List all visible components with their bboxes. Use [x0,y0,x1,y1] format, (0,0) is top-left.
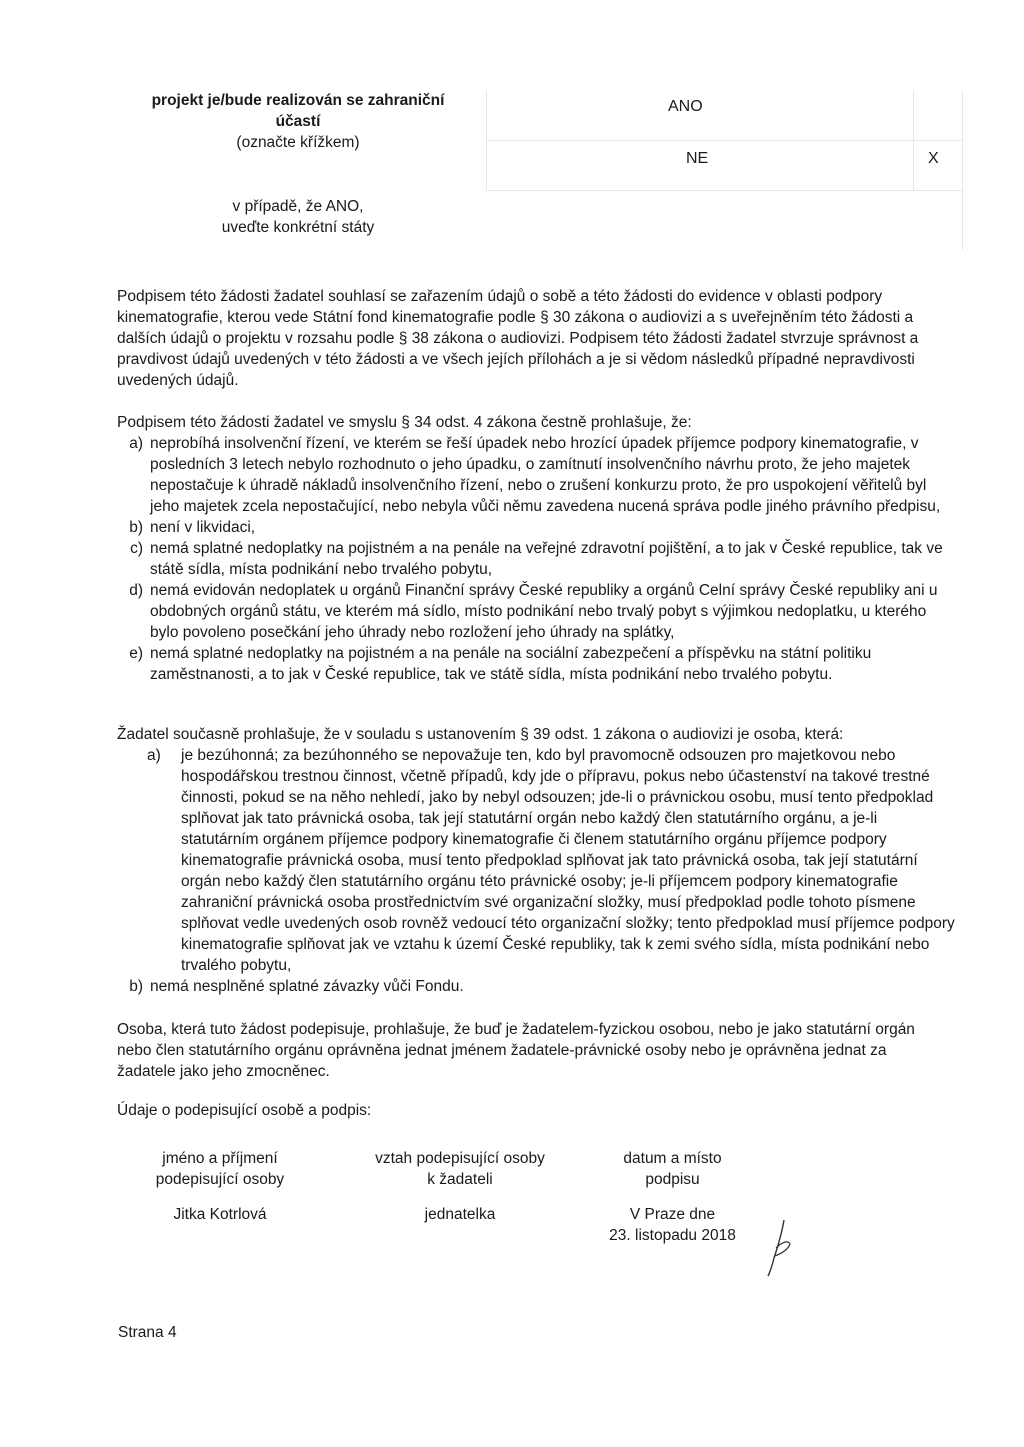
countries-question [108,196,488,238]
declaration-34-item: e) nemá splatné nedoplatky na pojistném a na penále na sociální zabezpečení a příspěvku na státní politiku zaměstnanosti, a to jak v České republice, tak ve státě sídla, místa podnikání nebo trvalého pobytu. [129,645,872,683]
option-no-label: NE [686,150,709,167]
declaration-39-item: a) je bezúhonná; za bezúhonného se nepovažuje ten, kdo byl pravomocně odsouzen pro majetkovou nebo hospodářskou trestnou činnost, včetně případů, kdy jde o přípravu, pokus nebo účastenství na takové trestné činnosti, pokud se na něho nehledí, jako by nebyl odsouzen; jde-li o právnickou osobu, musí tento předpoklad splňovat jak tato právnická osoba, tak její statutární orgán nebo každý člen statutárního orgánu, a je-li statutárním orgánem příjemce podpory kinematografie či členem statutárního orgánu příjemce podpory kinematografie právnická osoba, musí tento předpoklad splňovat jak tato právnická osoba, tak její statutární orgán nebo každý člen statutárního orgánu této právnické osoby; je-li příjemcem podpory kinematografie zahraniční právnická osoba prostřednictvím své organizační složky, musí předpoklad podle tohoto písmene splňovat vedle uvedených osob rovněž vedoucí této organizační složky; tento předpoklad musí příjemce podpory kinematografie splňovat jak ve vztahu k území České republiky, tak k zemi svého sídla, místa podnikání nebo trvalého pobytu, [147,747,955,974]
foreign-participation-question [108,90,488,153]
consent-paragraph: Podpisem této žádosti žadatel souhlasí se zařazením údajů o sobě a této žádosti do evidence v oblasti podpory kinematografie, kterou vede Státní fond kinematografie podle § 30 zákona o audiovizi a s uveřejněním této žádosti a dalších údajů o projektu v rozsahu podle § 38 zákona o audiovizi. Podpisem této žádosti žadatel stvrzuje správnost a pravdivost údajů uvedených v této žádosti a ve všech jejích přílohách a je si vědom následků případné nepravdivosti uvedených údajů. [117,288,919,389]
name-header-line-2: podepisující osoby [155,1171,285,1188]
declaration-39-item: b) nemá nesplněné splatné závazky vůči Fondu. [129,978,464,995]
signer-name: Jitka Kotrlová [173,1206,267,1223]
signing-place: V Praze dne [629,1206,716,1223]
declaration-34-item: a) neprobíhá insolvenční řízení, ve kterém se řeší úpadek nebo hrozící úpadek příjemce podpory kinematografie, v posledních 3 letech nebylo rozhodnuto o jeho úpadku, o zamítnutí insolvenčního návrhu proto, že jeho majetek nepostačuje k úhradě nákladů insolvenčního řízení, nebo o zrušení konkurzu proto, že pro uspokojení věřitelů byl jeho majetek zcela nepostačující, nebo nebyla vůči němu zavedena nucená správa podle jiného právního předpisu, [129,435,941,515]
question-line-1: projekt je/bude realizován se zahraniční [151,92,445,109]
option-yes-label: ANO [668,98,703,115]
handwritten-signature [762,1218,802,1278]
declaration-34-item: b) není v likvidaci, [129,519,256,536]
declaration-34-intro: Podpisem této žádosti žadatel ve smyslu § 34 odst. 4 zákona čestně prohlašuje, že: [117,414,692,431]
declaration-39 [117,724,957,997]
declaration-34-item: c) nemá splatné nedoplatky na pojistném a na penále na veřejné zdravotní pojištění, a to jak v České republice, tak ve státě sídla, místa podnikání nebo trvalého pobytu, [130,540,943,578]
option-no-mark: X [928,150,939,167]
question-hint: (označte křížkem) [236,134,360,151]
signer-heading: Údaje o podepisující osobě a podpis: [117,1102,372,1119]
participation-table [108,90,964,250]
declaration-39-intro: Žadatel současně prohlašuje, že v souladu s ustanovením § 39 odst. 1 zákona o audiovizi je osoba, která: [117,726,844,743]
date-header-line-2: podpisu [645,1171,700,1188]
page-number: Strana 4 [118,1324,177,1341]
countries-question-line-2: uveďte konkrétní státy [221,219,375,236]
name-column [140,1148,300,1225]
name-header-line-1: jméno a příjmení [162,1150,278,1167]
declaration-34 [117,412,957,685]
question-line-2: účastí [275,113,321,130]
declaration-34-item: d) nemá evidován nedoplatek u orgánů Finanční správy České republiky a orgánů Celní správy České republiky ani u obdobných orgánů státu, ve kterém má sídlo, místo podnikání nebo trvalý pobyt s výjimkou nedoplatku, u kterého bylo povoleno posečkání jeho úhrady nebo rozložení jeho úhrady na splátky, [129,582,938,641]
countries-question-line-1: v případě, že ANO, [232,198,364,215]
signer-relation: jednatelka [424,1206,496,1223]
relation-header-line-2: k žadateli [427,1171,493,1188]
date-header-line-1: datum a místo [623,1150,722,1167]
relation-column [355,1148,565,1225]
date-column [590,1148,755,1246]
relation-header-line-1: vztah podepisující osoby [375,1150,545,1167]
signer-paragraph: Osoba, která tuto žádost podepisuje, prohlašuje, že buď je žadatelem-fyzickou osobou, nebo je jako statutární orgán nebo člen statutárního orgánu oprávněna jednat jménem žadatele-právnické osoby nebo je oprávněna jednat za žadatele jako jeho zmocněnec. [117,1021,915,1080]
signing-date: 23. listopadu 2018 [609,1227,736,1244]
